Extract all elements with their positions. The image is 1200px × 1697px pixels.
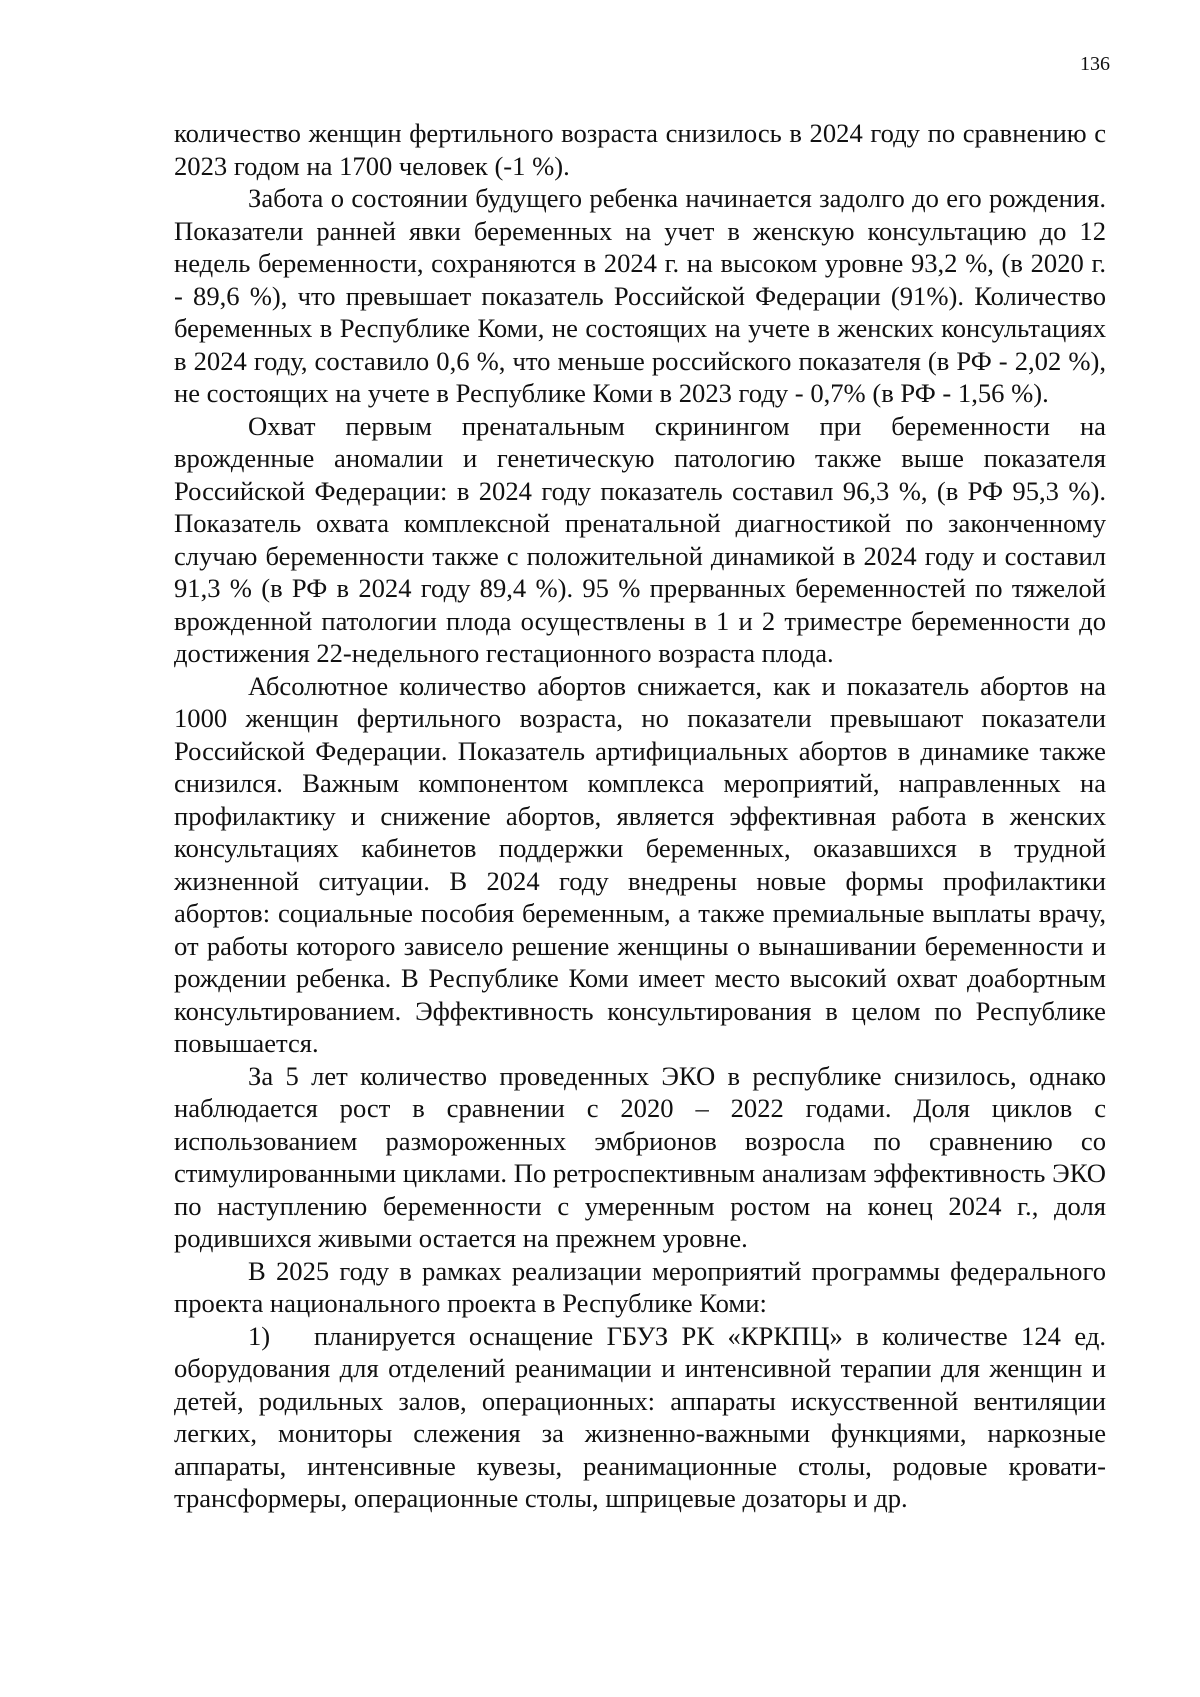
document-body [174, 117, 1106, 1515]
list-item-number: 1) [248, 1320, 271, 1351]
list-item-text: планируется оснащение ГБУЗ РК «КРКПЦ» в количестве 124 ед. оборудования для отделений реанимации и интенсивной терапии для женщин и детей, родильных залов, операционных: аппараты искусственной вентиляции легких, мониторы слежения за жизненно-важными функциями, наркозные аппараты, интенсивные кувезы, реанимационные столы, родовые кровати-трансформеры, операционные столы, шприцевые дозаторы и др. [174, 1320, 1106, 1513]
list-item [174, 1320, 1106, 1515]
paragraph: В 2025 году в рамках реализации мероприятий программы федерального проекта национального проекта в Республике Коми: [174, 1255, 1106, 1318]
page-number: 136 [1080, 53, 1110, 75]
paragraph: количество женщин фертильного возраста снизилось в 2024 году по сравнению с 2023 годом на 1700 человек (-1 %). [174, 118, 1106, 181]
paragraph: Абсолютное количество абортов снижается, как и показатель абортов на 1000 женщин фертильного возраста, но показатели превышают показатели Российской Федерации. Показатель артифициальных абортов в динамике также снизился. Важным компонентом комплекса мероприятий, направленных на профилактику и снижение абортов, является эффективная работа в женских консультациях кабинетов поддержки беременных, оказавшихся в трудной жизненной ситуации. В 2024 году внедрены новые формы профилактики абортов: социальные пособия беременным, а также премиальные выплаты врачу, от работы которого зависело решение женщины о вынашивании беременности и рождении ребенка. В Республике Коми имеет место высокий охват доабортным консультированием. Эффективность консультирования в целом по Республике повышается. [174, 670, 1106, 1058]
paragraph: Охват первым пренатальным скринингом при беременности на врожденные аномалии и генетическую патологию также выше показателя Российской Федерации: в 2024 году показатель составил 96,3 %, (в РФ 95,3 %). Показатель охвата комплексной пренатальной диагностикой по законченному случаю беременности также с положительной динамикой в 2024 году и составил 91,3 % (в РФ в 2024 году 89,4 %). 95 % прерванных беременностей по тяжелой врожденной патологии плода осуществлены в 1 и 2 триместре беременности до достижения 22-недельного гестационного возраста плода. [174, 410, 1106, 668]
paragraph: Забота о состоянии будущего ребенка начинается задолго до его рождения. Показатели ранней явки беременных на учет в женскую консультацию до 12 недель беременности, сохраняются в 2024 г. на высоком уровне 93,2 %, (в 2020 г. - 89,6 %), что превышает показатель Российской Федерации (91%). Количество беременных в Республике Коми, не состоящих на учете в женских консультациях в 2024 году, составило 0,6 %, что меньше российского показателя (в РФ - 2,02 %), не состоящих на учете в Республике Коми в 2023 году - 0,7% (в РФ - 1,56 %). [174, 183, 1106, 408]
paragraph: За 5 лет количество проведенных ЭКО в республике снизилось, однако наблюдается рост в сравнении с 2020 – 2022 годами. Доля циклов с использованием размороженных эмбрионов возросла по сравнению со стимулированными циклами. По ретроспективным анализам эффективность ЭКО по наступлению беременности с умеренным ростом на конец 2024 г., доля родившихся живыми остается на прежнем уровне. [174, 1060, 1106, 1253]
